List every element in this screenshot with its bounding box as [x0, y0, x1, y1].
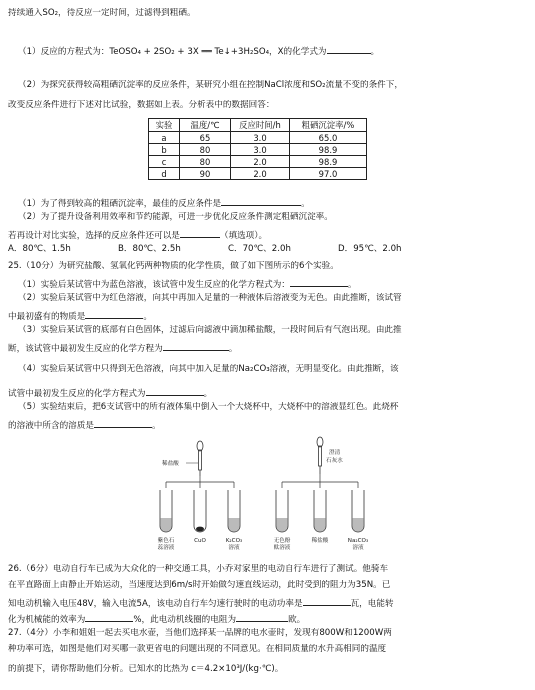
tube-label: K₂CO₃	[225, 538, 243, 544]
q25-p3a: （3）实验后某试管的底部有白色固体，过滤后向滤液中滴加稀盐酸，一段时间后有气泡出现。由此推	[18, 325, 402, 335]
q26-line-4: 化为机械能的效率为 %，此电动机线圈的电阻为 欧。	[8, 612, 527, 626]
table-cell: 97.0	[290, 168, 367, 180]
table-cell: 3.0	[231, 144, 290, 156]
tube-label: 蕊溶液	[157, 545, 175, 551]
table-cell: a	[149, 132, 180, 144]
q2-sub1: （1）为了得到较高的粗硒沉淀率，最佳的反应条件是 。	[18, 196, 527, 210]
q25-title: 25.（10分）为研究盐酸、氢氧化钙两种物质的化学性质，做了如下图所示的6个实验。	[8, 261, 339, 271]
q2-sub3-blank	[180, 228, 220, 238]
tube-label: 紫色石	[157, 538, 175, 544]
table-header: 实验	[149, 119, 180, 132]
experiment-table	[148, 118, 367, 180]
right-dropper-label-1: 澄清	[329, 450, 341, 456]
q25-p5b: 的溶液中所含的溶质是 。	[8, 418, 527, 432]
q27-line-3: 的前提下，请你帮助他们分析。已知水的比热为 c＝4.2×10³J/(kg·℃)。	[8, 664, 284, 674]
experiment-figure	[148, 434, 388, 556]
tube-label: 无色酚	[273, 538, 291, 544]
q25-p3-blank	[163, 341, 229, 351]
table-cell: 3.0	[231, 132, 290, 144]
q2-sub1-blank	[221, 196, 301, 206]
q2-line-2: 改变反应条件进行下述对比试验，数据如上表。分析表中的数据回答：	[8, 100, 275, 110]
tube-label: 溶液	[228, 545, 240, 551]
table-row	[149, 156, 367, 168]
option-a: A．80℃、1.5h	[8, 244, 71, 254]
q2-sub2: （2）为了提升设备利用效率和节约能源，可进一步优化反应条件测定粗硒沉淀率。	[18, 212, 333, 222]
table-header: 反应时间/h	[231, 119, 290, 132]
tube-label: 稀盐酸	[311, 538, 329, 544]
q25-p4-blank	[146, 386, 204, 396]
q27-line-1: 27.（4分）小李和姐姐一起去买电水壶，当他们选择某一品牌的电水壶时，发现有800W和1200W两	[8, 628, 392, 638]
table-row	[149, 144, 367, 156]
q25-p1-blank	[290, 277, 348, 287]
option-c: C．70℃、2.0h	[228, 244, 291, 254]
tube-contents	[160, 518, 363, 532]
table-row	[149, 132, 367, 144]
table-cell: 90	[180, 168, 231, 180]
tube-label: Na₂CO₃	[347, 538, 369, 544]
q26-line-1: 26.（6分）电动自行车已成为大众化的一种交通工具，小乔对家里的电动自行车进行了测试。他骑车	[8, 564, 389, 574]
table-header: 温度/℃	[180, 119, 231, 132]
tube-label: 溶液	[352, 545, 364, 551]
bracket-lines	[166, 474, 358, 488]
q25-p5-blank	[94, 418, 152, 428]
table-cell: 80	[180, 156, 231, 168]
q26-power-blank	[303, 596, 351, 606]
tube-label: 酞溶液	[273, 545, 291, 551]
q2-line-1: （2）为探究获得较高粗硒沉淀率的反应条件，某研究小组在控制NaCl浓度和SO₂流量不变的条件下，	[18, 80, 403, 90]
q26-resistance-blank	[236, 612, 288, 622]
q26-line-2: 在平直路面上由静止开始运动，当速度达到6m/s时开始做匀速直线运动，此时受到的阻力为35N。已	[8, 580, 391, 590]
option-b: B．80℃、2.5h	[118, 244, 181, 254]
table-cell: 65	[180, 132, 231, 144]
table-cell: c	[149, 156, 180, 168]
options-line	[8, 244, 527, 255]
table-cell: 2.0	[231, 168, 290, 180]
right-dropper	[317, 437, 343, 474]
q25-p1: （1）实验后某试管中为蓝色溶液，该试管中发生反应的化学方程式为： 。	[18, 277, 527, 291]
q1-text: （1）反应的方程式为：TeOSO₄ + 2SO₂ + 3X ══ Te↓+3H₂SO₄，X的化学式为	[18, 47, 327, 57]
q1-answer-blank	[327, 44, 371, 54]
table-cell: 80	[180, 144, 231, 156]
q25-p2-blank	[85, 309, 143, 319]
table-cell: 98.9	[290, 156, 367, 168]
test-tubes	[160, 490, 364, 532]
q25-p5a: （5）实验结束后，把6支试管中的所有液体集中倒入一个大烧杯中，大烧杯中的溶液显红色。此烧杯	[18, 402, 399, 412]
tube-labels	[158, 536, 369, 551]
option-d: D．95℃、2.0h	[338, 244, 402, 254]
q25-p2a: （2）实验后某试管中为红色溶液，向其中再加入足量的一种液体后溶液变为无色。由此推断，该试管	[18, 293, 402, 303]
q27-line-2: 种功率可选，如图是他们对买哪一款更省电的问题出现的不同意见。在相同质量的水升高相同的温度	[8, 644, 387, 654]
left-dropper-label: 稀盐酸	[162, 461, 179, 467]
right-dropper-label-2: 石灰水	[326, 458, 343, 464]
tube-label: CuO	[194, 538, 206, 544]
table-cell: 98.9	[290, 144, 367, 156]
q1-line: （1）反应的方程式为：TeOSO₄ + 2SO₂ + 3X ══ Te↓+3H₂SO₄，X的化学式为 。	[18, 44, 527, 58]
table-row	[149, 168, 367, 180]
q26-efficiency-blank	[85, 612, 133, 622]
table-cell: d	[149, 168, 180, 180]
table-cell: 2.0	[231, 156, 290, 168]
q25-p4b: 试管中最初发生反应的化学方程式为 。	[8, 386, 527, 400]
left-dropper	[162, 441, 203, 476]
q26-line-3: 知电动机输入电压48V，输入电流5A，该电动自行车匀速行驶时的电动功率是 瓦，电能转	[8, 596, 527, 610]
q25-p3b: 断，该试管中最初发生反应的化学方程为 。	[8, 341, 527, 355]
table-cell: 65.0	[290, 132, 367, 144]
q25-p2b: 中最初盛有的物质是 。	[8, 309, 527, 323]
q25-p4a: （4）实验后某试管中只得到无色溶液，向其中加入足量的Na₂CO₃溶液，无明显变化。由此推断，该	[18, 364, 399, 374]
intro-line: 持续通入SO₂，待反应一定时间，过滤得到粗硒。	[8, 8, 196, 18]
q2-sub3: 若再设计对比实验，选择的反应条件还可以是 （填选项）。	[8, 228, 527, 242]
table-header: 粗硒沉淀率/%	[290, 119, 367, 132]
table-header-row	[149, 119, 367, 132]
table-cell: b	[149, 144, 180, 156]
